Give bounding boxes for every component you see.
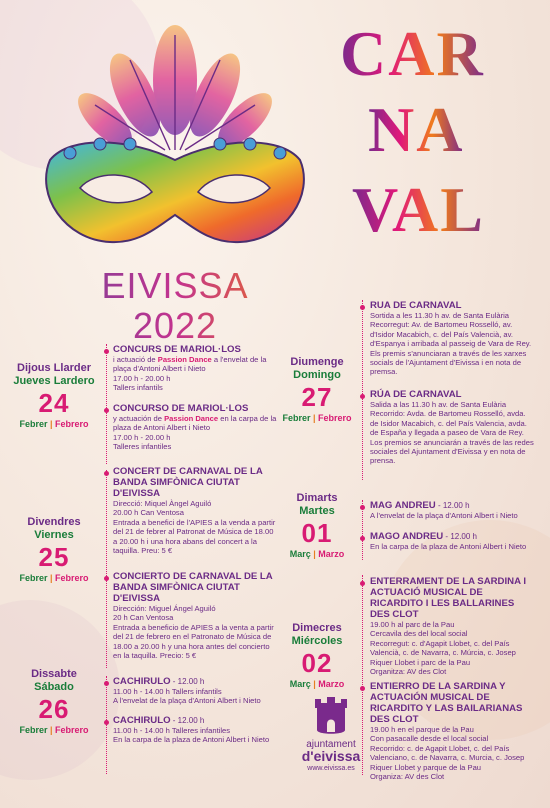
event-place: En la carpa de la plaza de Antoni Albert i Nieto (113, 735, 270, 745)
bullet (360, 305, 365, 310)
event-d02-ca (370, 576, 535, 676)
event-time: 19.00 h en el parque de la Pau (370, 725, 474, 734)
event-time: Salida a las 11.30 h av. de Santa Eulària (370, 400, 507, 409)
event-title: CACHIRULO - 12.00 h (113, 676, 205, 687)
day-name-es: Sábado (34, 681, 74, 693)
month-ca: Març (289, 679, 311, 689)
event-title: ENTIERRO DE LA SARDINA Y ACTUACIÓN MUSICAL DE RICARDITO Y LAS BAILARIANAS DES CLOT (370, 681, 523, 725)
divider (106, 470, 107, 668)
event-d25-ca (113, 466, 278, 555)
event-title: MAGO ANDREU - 12.00 h (370, 531, 478, 542)
day-label (8, 668, 100, 736)
carnival-mask-icon (30, 10, 320, 270)
month-label: Març | Marzo (289, 679, 345, 689)
event-route: Recorrido: c. de Agapit Llobet, c. del País Valenciano, c. de Navarra, c. Murcia, c. Josep Riquer Llobet y parque de la Pau (370, 743, 525, 772)
day-number: 25 (38, 542, 70, 572)
day-label (276, 492, 358, 560)
event-route: Recorregut: Av. de Bartomeu Rosselló, av. d'Isidor Macabich, c. del País Valencià, av. d'Espanya i arribada al passeig de Vara de Rey. Els premis s'anunciaran a través de les xarxes socials de l'Ajuntament d'Eivissa i en nota de premsa. (370, 320, 532, 377)
month-ca: Febrer (19, 419, 48, 429)
event-time: 11.00 h - 14.00 h Tallers infantils (113, 687, 222, 696)
month-ca: Febrer (282, 413, 311, 423)
event-title: CONCURSO DE MARIOL·LOS (113, 403, 249, 414)
event-time: 20 h Can Ventosa (113, 613, 174, 623)
event-desc: y actuación de Passion Dance en la carpa de la plaza de Antoni Albert i Nieto (113, 414, 277, 433)
month-label: Febrer | Febrero (19, 725, 89, 735)
month-label: Febrer | Febrero (19, 419, 89, 429)
month-es: Febrero (55, 573, 89, 583)
month-es: Febrero (318, 413, 352, 423)
bullet (360, 581, 365, 586)
event-route: Recorregut: c. d'Agapit Llobet, c. del País Valencià, c. de Navarra, c. Múrcia, c. Josep Riquer Llobet i parc de la Pau (370, 638, 516, 667)
event-note: Talleres infantiles (113, 442, 172, 452)
event-d26-ca (113, 676, 283, 706)
event-d02-es (370, 681, 535, 781)
event-title: CONCERT DE CARNAVAL DE LA BANDA SIMFÒNICA CIUTAT D'EIVISSA (113, 466, 263, 499)
logo-text-2: d'eivissa (301, 748, 361, 764)
event-note: Tallers infantils (113, 383, 163, 393)
event-d27-es (370, 389, 535, 466)
day-number: 24 (38, 388, 70, 418)
day-name-es: Martes (299, 505, 335, 517)
event-d24-es (113, 403, 278, 452)
event-title: RÚA DE CARNAVAL (370, 389, 462, 400)
event-title: RUA DE CARNAVAL (370, 300, 462, 311)
event-d25-es (113, 571, 278, 660)
month-es: Marzo (318, 549, 345, 559)
event-time: Sortida a les 11.30 h av. de Santa Eulària (370, 311, 510, 320)
month-es: Marzo (318, 679, 345, 689)
event-organizer: Organitza: AV des Clot (370, 667, 447, 677)
castle-logo-icon (312, 694, 350, 738)
day-label (276, 356, 358, 424)
event-place: A l'envelat de la plaça d'Antoni Albert i Nieto (370, 511, 518, 520)
month-label: Març | Marzo (289, 549, 345, 559)
event-title: CONCIERTO DE CARNAVAL DE LA BANDA SIMFÒNICA CIUTAT D'EIVISSA (113, 571, 273, 604)
event-time: 11.00 h - 14.00 h Talleres infantiles (113, 726, 231, 735)
logo-url: www.eivissa.es (307, 765, 355, 772)
event-time: 17.00 h - 20.00 h (113, 432, 171, 442)
month-es: Febrero (55, 725, 89, 735)
bullet (104, 471, 109, 476)
day-name-es: Jueves Lardero (13, 375, 95, 387)
day-label (8, 516, 100, 584)
bullet (104, 349, 109, 354)
bullet (360, 505, 365, 510)
event-place: A l'envelat de la plaça d'Antoni Albert i Nieto (113, 696, 261, 706)
day-name-ca: Diumenge (290, 356, 344, 368)
day-name-ca: Dissabte (31, 668, 77, 680)
title-line-3: VAL (352, 174, 485, 245)
event-time: 20.00 h Can Ventosa (113, 508, 184, 518)
day-number: 26 (38, 694, 70, 724)
event-route: Con pasacalle desde el local social (370, 734, 489, 744)
day-name-es: Viernes (34, 529, 74, 541)
event-organizer: Organiza: AV des Clot (370, 772, 445, 782)
event-desc: i actuació de Passion Dance a l'envelat de la plaça d'Antoni Albert i Nieto (113, 355, 267, 374)
month-label: Febrer | Febrero (282, 413, 352, 423)
day-label (276, 622, 358, 690)
bullet (104, 408, 109, 413)
event-title: CONCURS DE MARIOL·LOS (113, 344, 241, 355)
bullet (360, 536, 365, 541)
event-d01-es (370, 531, 540, 551)
subtitle: EIVISSA 2022 (55, 266, 295, 346)
day-number: 27 (301, 382, 333, 412)
divider (362, 300, 363, 480)
day-number: 01 (301, 518, 333, 548)
day-name-ca: Dimecres (292, 622, 342, 634)
event-director: Dirección: Miguel Ángel Aguiló (113, 604, 216, 613)
bullet (104, 681, 109, 686)
event-time: 17.00 h - 20.00 h (113, 373, 171, 383)
event-time: 19.00 h al parc de la Pau (370, 620, 455, 629)
event-title: MAG ANDREU - 12.00 h (370, 500, 470, 511)
day-name-es: Miércoles (291, 635, 343, 647)
event-title: CACHIRULO - 12.00 h (113, 715, 205, 726)
event-note: Entrada a beneficio de APIES a la venta a partir del 21 de febrero en el Patronato de Música de 18.00 a 20.00 h y una hora antes del concierto en la taquilla. Precio: 5 € (113, 622, 274, 661)
bullet (360, 686, 365, 691)
logo-text-1: ajuntament (306, 739, 356, 750)
divider (106, 676, 107, 774)
month-ca: Febrer (19, 725, 48, 735)
event-note: Entrada a benefici de l'APIES a la venda a partir del 21 de febrer al Patronat de Música de 18.00 a 20.00 h i una hora abans del concert a la taquilla. Preu: 5 € (113, 517, 276, 556)
day-label (8, 362, 100, 430)
title-line-1: CAR (340, 18, 485, 89)
month-es: Febrero (55, 419, 89, 429)
day-name-es: Domingo (293, 369, 341, 381)
bullet (104, 576, 109, 581)
day-name-ca: Dimarts (296, 492, 338, 504)
day-number: 02 (301, 648, 333, 678)
bullet (104, 720, 109, 725)
event-d26-es (113, 715, 283, 745)
month-label: Febrer | Febrero (19, 573, 89, 583)
event-d24-ca (113, 344, 278, 393)
event-title: ENTERRAMENT DE LA SARDINA I ACTUACIÓ MUSICAL DE RICARDITO I LES BALLARINES DES CLOT (370, 576, 526, 620)
divider (106, 344, 107, 464)
event-director: Direcció: Miquel Àngel Aguiló (113, 499, 212, 508)
event-d27-ca (370, 300, 535, 377)
day-name-ca: Divendres (27, 516, 81, 528)
day-name-ca: Dijous Llarder (17, 362, 91, 374)
month-ca: Febrer (19, 573, 48, 583)
event-d01-ca (370, 500, 540, 520)
bullet (360, 394, 365, 399)
event-route: Recorrido: Avda. de Bartomeu Rosselló, avda. de Isidor Macabich, c. del País Valencia, avda. de España y llegada a paseo de Vara de Rey. Los premios se anunciarán a través de las redes sociales del Ajuntament d'Eivissa y en nota de prensa. (370, 409, 534, 466)
event-place: En la carpa de la plaza de Antoni Albert i Nieto (370, 542, 527, 551)
title-line-2: NA (368, 94, 465, 165)
event-route: Cercavila des del local social (370, 629, 468, 639)
month-ca: Març (289, 549, 311, 559)
